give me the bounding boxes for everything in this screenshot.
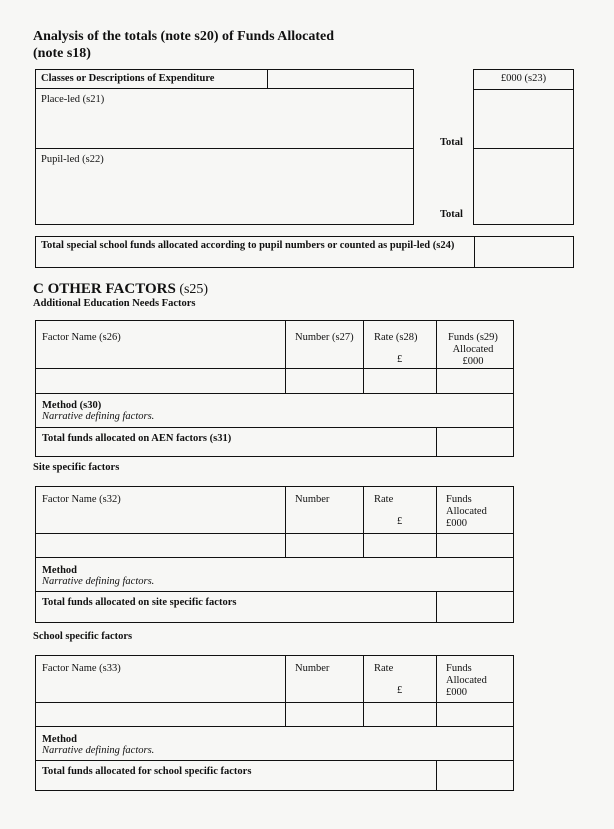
school-row-divider (35, 726, 514, 727)
site-number-header: Number (295, 494, 330, 505)
aen-factor-name-header: Factor Name (s26) (42, 332, 121, 343)
school-subtitle: School specific factors (33, 631, 133, 642)
site-factor-name-header: Factor Name (s32) (42, 494, 121, 505)
place-led-label: Place-led (s21) (41, 94, 105, 105)
aen-col-divider-1 (285, 320, 286, 393)
aen-col-divider-3 (436, 320, 437, 393)
site-number-field[interactable] (287, 535, 362, 556)
school-narrative: Narrative defining factors. (42, 745, 155, 756)
site-total-divider (436, 591, 437, 623)
school-header-divider (35, 702, 514, 703)
school-funds-header: Funds Allocated £000 (446, 663, 487, 698)
school-rate-field[interactable] (365, 704, 435, 725)
school-col-divider-3 (436, 655, 437, 726)
place-led-field[interactable] (36, 90, 413, 147)
site-rate-unit: £ (397, 516, 403, 527)
pupil-led-amount-field[interactable] (475, 150, 572, 223)
site-subtitle: Site specific factors (33, 462, 120, 473)
school-funds-field[interactable] (438, 704, 512, 725)
aen-col-divider-2 (363, 320, 364, 393)
site-narrative: Narrative defining factors. (42, 576, 155, 587)
site-col-divider-3 (436, 486, 437, 557)
site-total-label: Total funds allocated on site specific factors (42, 597, 237, 608)
school-total-divider (436, 760, 437, 791)
amount-header: £000 (s23) (500, 73, 547, 84)
site-factor-name-field[interactable] (37, 535, 284, 556)
section-c-title-text: C OTHER FACTORS (33, 281, 176, 297)
site-col-divider-2 (363, 486, 364, 557)
expenditure-header: Classes or Descriptions of Expenditure (41, 73, 215, 84)
site-funds-field[interactable] (438, 535, 512, 556)
pupil-led-field[interactable] (36, 150, 413, 224)
aen-funds-field[interactable] (438, 370, 512, 392)
aen-total-label: Total funds allocated on AEN factors (s31) (42, 433, 232, 444)
aen-total-field[interactable] (438, 429, 512, 455)
school-total-label: Total funds allocated for school specific factors (42, 766, 252, 777)
site-header-divider (35, 533, 514, 534)
school-rate-header: Rate (374, 663, 394, 674)
page-title-line2: (note s18) (33, 46, 91, 61)
school-method-label: Method (42, 734, 77, 745)
pupil-led-total-label: Total (440, 209, 463, 220)
site-funds-header: Funds Allocated £000 (446, 494, 487, 529)
aen-number-field[interactable] (287, 370, 362, 392)
school-number-header: Number (295, 663, 330, 674)
aen-header-divider (35, 368, 514, 369)
special-total-label: Total special school funds allocated according to pupil numbers or counted as pupil-led (s24) (41, 240, 455, 251)
page-title (33, 28, 453, 62)
site-row-divider (35, 557, 514, 558)
aen-rate-header: Rate (s28) (374, 332, 418, 343)
aen-number-header: Number (s27) (295, 332, 354, 343)
expenditure-header-blank-cell[interactable] (268, 69, 414, 89)
special-total-field[interactable] (474, 237, 573, 267)
aen-method-label: Method (s30) (42, 400, 102, 411)
site-method-divider (35, 591, 514, 592)
aen-rate-field[interactable] (365, 370, 435, 392)
expenditure-header-cell (35, 69, 268, 89)
section-c-title-ref: (s25) (175, 282, 209, 297)
aen-row-divider (35, 393, 514, 394)
school-col-divider-1 (285, 655, 286, 726)
aen-funds-header: Funds (s29) Allocated £000 (448, 332, 498, 367)
aen-rate-unit: £ (397, 354, 403, 365)
expenditure-divider (35, 148, 414, 149)
school-rate-unit: £ (397, 685, 403, 696)
amount-divider (473, 148, 574, 149)
aen-factor-name-field[interactable] (37, 370, 284, 392)
school-factor-name-field[interactable] (37, 704, 284, 725)
school-col-divider-2 (363, 655, 364, 726)
school-factor-name-header: Factor Name (s33) (42, 663, 121, 674)
site-total-field[interactable] (438, 593, 512, 621)
aen-total-divider (436, 427, 437, 457)
aen-narrative: Narrative defining factors. (42, 411, 155, 422)
school-method-divider (35, 760, 514, 761)
amount-header-divider (473, 89, 574, 90)
site-col-divider-1 (285, 486, 286, 557)
site-rate-header: Rate (374, 494, 394, 505)
section-c-title (33, 280, 208, 298)
aen-subtitle: Additional Education Needs Factors (33, 298, 196, 309)
site-rate-field[interactable] (365, 535, 435, 556)
aen-method-divider (35, 427, 514, 428)
place-led-total-label: Total (440, 137, 463, 148)
pupil-led-label: Pupil-led (s22) (41, 154, 104, 165)
school-number-field[interactable] (287, 704, 362, 725)
place-led-amount-field[interactable] (475, 91, 572, 147)
page-title-line1: Analysis of the totals (note s20) of Funds Allocated (33, 29, 335, 44)
site-method-label: Method (42, 565, 77, 576)
school-total-field[interactable] (438, 762, 512, 789)
